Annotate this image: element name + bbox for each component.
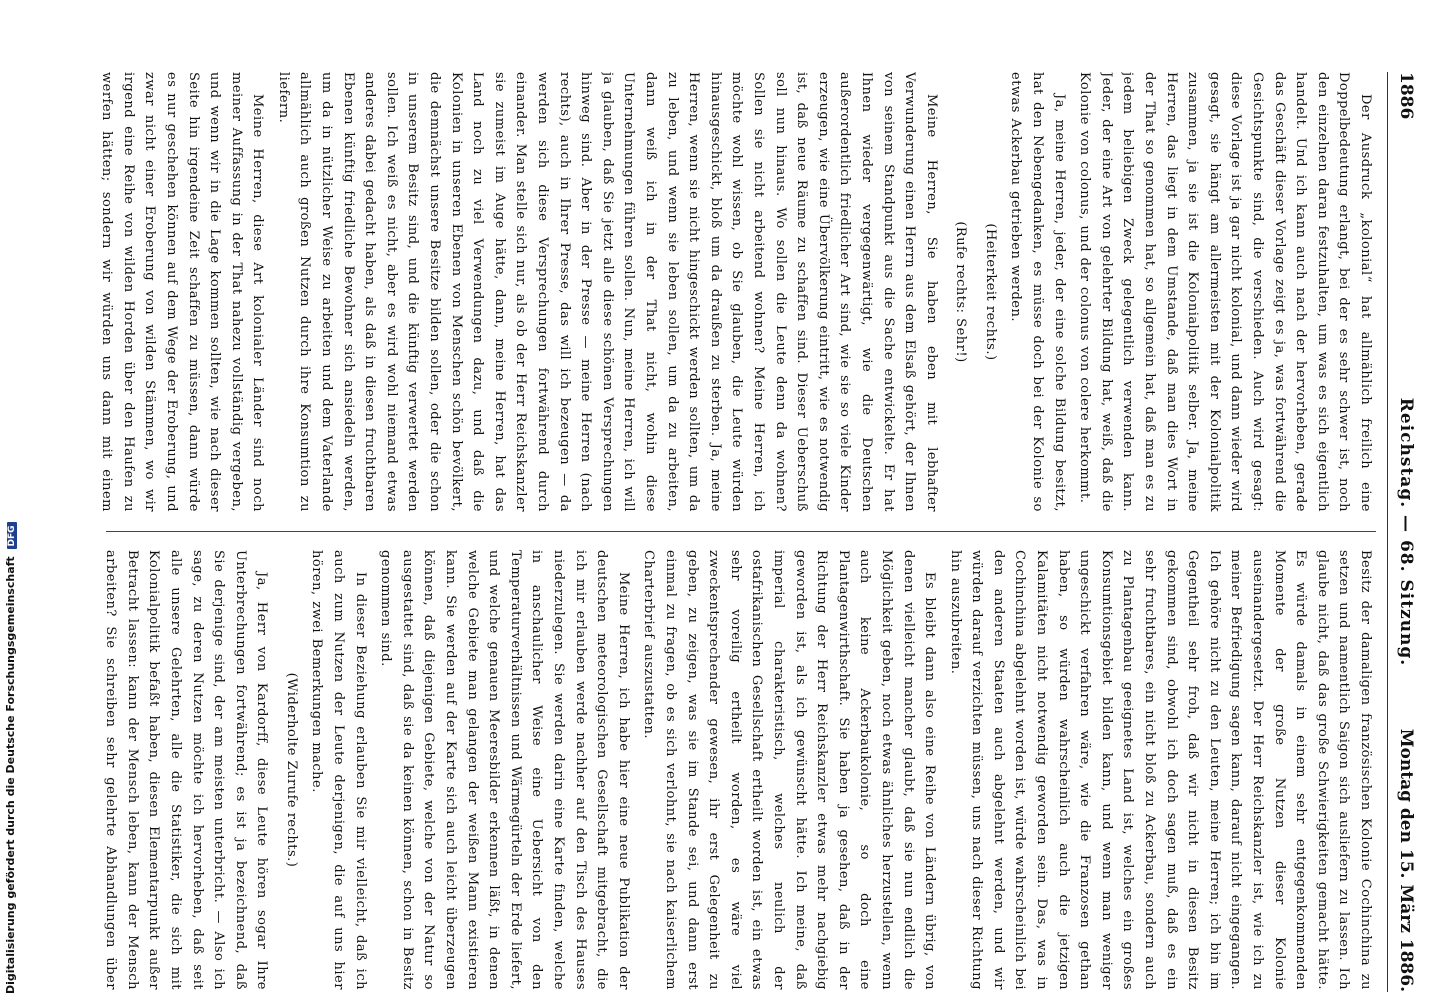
body-paragraph: Meine Herren, ich habe hier eine neue Publikation der deutschen meteorologischen Gesellschaft mitgebracht, die ich mir erlauben werde nachher auf den Tisch des Hauses niederzulegen. Sie werden darin eine Karte finden, welche in anschaulicher Weise eine Uebersicht von den Temperaturverhältnissen und Wärmegürteln der Erde liefert, und welche genauen Meeresbilder erkennen läßt, in denen welche Gebiete man gelangen der weißen Mann existieren kann. Sie werden auf der Karte sich auch leicht überzeugen können, daß diejenigen Gebiete, welche von der Natur so ausgestattet sind, daß sie da keinen können, schon in Besitz genommen sind. xyxy=(378,550,631,990)
interjection: (Widerholte Zurufe rechts.) xyxy=(283,672,299,868)
body-paragraph: Meine Herren, Sie haben eben mit lebhafter Verwunderung einen Herrn aus dem Elsaß gehört, der Ihnen von seinem Standpunkt aus die Sache entwickelte. Er hat Ihnen wieder vergegenwärtigt, wie die Deutschen außerordentlich friedlicher Art sind, wie sie so viele Kinder erzeugen, wie eine Übervölkerung eintritt, wie es notwendig ist, daß neue Räume zu schaffen sind. Dieser Ueberschuß soll nun hinaus. Wo sollen die Leute denn da wohnen? Sollen sie nicht arbeitend wohnen? Meine Herren, ich möchte wohl wissen, ob Sie glauben, die Leute würden hinausgeschickt, bloß um da draußen zu sterben. Ja, meine Herren, wenn sie nicht hingeschickt werden sollten, um da zu leben, und wenn sie leben sollen, um da zu arbeiten, dann weiß ich in der That nicht, wohin diese Unternehmungen führen sollen. Nun, meine Herren, ich will ja glauben, daß Sie jetzt alle diese schönen Versprechungen hinweg sind. Aber in der Presse — meine Herren (nach rechts), auch in Ihrer Presse, das will ich bezeugen — da werden sich diese Versprechungen fortwährend durch einander. Man stelle sich nur, als ob der Herr Reichskanzler sie zumeist im Auge hätte, dann, meine Herren, hat das Land noch zu viel Verwendungen dazu, und daß die Kolonien in unseren Ebenen von Menschen schön bevölkert, die demnächst unsere Besitze bilden sollen, oder die schon in unserem Besitz sind, und die künftig verwertet werden sollen. Ich weiß es nicht, aber es wird wohl niemand etwas anderes dabei gedacht haben, als daß in diesen fruchtbaren Ebenen künftig friedliche Bewohner sich ansiedeln werden, um da in nützlicher Weise zu arbeiten und dem Vaterlande allmählich auch großen Nutzen durch ihre Konsumtion zu liefern. xyxy=(275,72,939,512)
body-paragraph: Besitz der damaligen französischen Kolonie Cochinchina zu setzen und namentlich Saigon sich ausliefern zu lassen. Ich glaube nicht, daß das große Schwierigkeiten gemacht hätte. Es würde damals in einem sehr entgegenkommenden Momente der große Nutzen dieser Kolonie auseinandergesetzt. Der Herr Reichskanzler ist, wie ich zu meiner Befriedigung sagen kann, darauf nicht eingegangen. Ich gehöre nicht zu den Leuten, meine Herren; ich bin im Gegentheil sehr froh, daß wir nicht in diesen Besitz gekommen sind, obwohl ich doch sagen muß, daß es ein sehr fruchtbares, ein nicht bloß zu Ackerbau, sondern auch zu Plantagenbau geeignetes Land ist, welches ein großes Konsumtionsgebiet bilden kann, und wenn man weniger ungeschickt verfahren wäre, wie die Franzosen gethan haben, so würden wahrscheinlich auch die jetzigen Kalamitäten nicht notwendig geworden sein. Das, was in Cochinchina abgelehnt worden ist, würde wahrscheinlich bei den anderen Staaten auch abgelehnt werden, und wir würden darauf verzichten müssen, uns nach dieser Richtung hin auszubreiten. xyxy=(947,550,1373,990)
body-paragraph: In dieser Beziehung erlauben Sie mir vielleicht, daß ich auch zum Nutzen der Leute derjenigen, die auf uns hier hören, zwei Bemerkungen mache. xyxy=(309,550,368,990)
body-paragraph: Der Ausdruck „kolonial“ hat allmählich freilich eine Doppelbedeutung erlangt, bei der es sehr schwer ist, noch den einzelnen daran festzuhalten, um was es sich eigentlich handelt. Und ich kann auch nach der hervorheben, gerade das Geschäft dieser Vorlage zeigt es ja, was fortwährend die Gesichtspunkte sind, die verschieden. Auch wird gesagt: diese Vorlage ist ja gar nicht kolonial, und dann wieder wird gesagt, sie hängt am allermeisten mit der Kolonialpolitik zusammen, ja sie ist die Kolonialpolitik selber. Ja, meine Herren, das liegt in dem Umstande, daß man dies Wort in der That so genommen hat, so allgemein hat, daß man es zu jedem beliebigen Zweck gelegentlich verwenden kann. Jeder, der eine Art von gelehrter Bildung hat, weiß, daß die Kolonie von colonus, und der colonus von colere herkommt. xyxy=(1077,72,1373,512)
interjection: (Rufe rechts: Sehr!) xyxy=(953,221,969,363)
column-divider xyxy=(106,531,1376,532)
left-column xyxy=(96,72,1376,512)
body-paragraph: Ja, meine Herren, jeder, der eine solche Bildung besitzt, hat den Nebengedanken, es müsse doch bei der Kolonie so etwas Ackerbau getrieben werden. xyxy=(1008,72,1067,512)
session-date: Montag den 15. März 1886. xyxy=(1396,728,1416,992)
page-title: Reichstag. — 68. Sitzung. xyxy=(1396,397,1416,667)
body-paragraph: Es bleibt dann also eine Reihe von Ländern übrig, von denen vielleicht mancher glaubt, daß sie nun endlich die Möglichkeit geben, noch etwas ähnliches herzustellen, wenn auch keine Ackerbaukolonie, so doch eine Plantagenwirthschaft. Sie haben ja gesehen, daß in der Richtung der Herr Reichskanzler etwas mehr nachgiebig geworden ist, als ich gewünscht hätte. Ich meine, daß imperial charakteristisch, welches neulich der ostafrikanischen Gesellschaft ertheilt worden ist, ein etwas sehr voreilig ertheilt worden, es wäre viel zweckentsprechender gewesen, ihr erst Gelegenheit zu geben, zu zeigen, was sie im Stande sei, und dann erst einmal zu fragen, ob es sich verlohnt, sie nach kaiserlichem Charterbrief auszustatten. xyxy=(641,550,938,990)
attribution-text: Digitalisierung gefördert durch die Deutsche Forschungsgemeinschaft xyxy=(4,556,17,994)
scanned-page xyxy=(86,72,1416,992)
right-column xyxy=(96,550,1376,990)
body-paragraph: Meine Herren, diese Art kolonialer Länder sind noch meiner Auffassung in der That nahezu vollständig vergeben, und wenn wir in die Lage kommen sollten, wie nach dieser Seite hin irgendeine Zeit schaffen zu müssen, dann würde es nur geschehen können auf dem Wege der Eroberung, und zwar nicht einer Eroberung von wilden Stämmen, wo wir irgend eine Reihe von wilden Horden über den Haufen zu werfen hätten; sondern wir würden uns dann mit einem xyxy=(99,72,266,512)
body-paragraph: Ja, Herr von Kardorff, diese Leute hören sogar Ihre Unterbrechungen fortwährend; es ist ja bezeichnend, daß Sie derjenige sind, der am meisten unterbricht. — Also ich sage, zu deren Nutzen möchte ich hervorheben, daß seit alle unsere Gelehrten, alle die Statistiker, die sich mit Kolonialpolitik befaßt haben, diesen Elementarpunkt außer Betracht lassen: kann der Mensch leben, kann der Mensch arbeiten? Sie schreiben sehr gelehrte Abhandlungen über xyxy=(103,550,270,990)
dfg-logo-icon: DFG xyxy=(7,522,17,549)
interjection: (Heiterkeit rechts.) xyxy=(982,223,998,361)
page-number: 1886 xyxy=(1396,72,1416,120)
page-header xyxy=(1388,72,1416,992)
header-rule xyxy=(1387,72,1388,992)
dfg-attribution xyxy=(4,522,17,994)
